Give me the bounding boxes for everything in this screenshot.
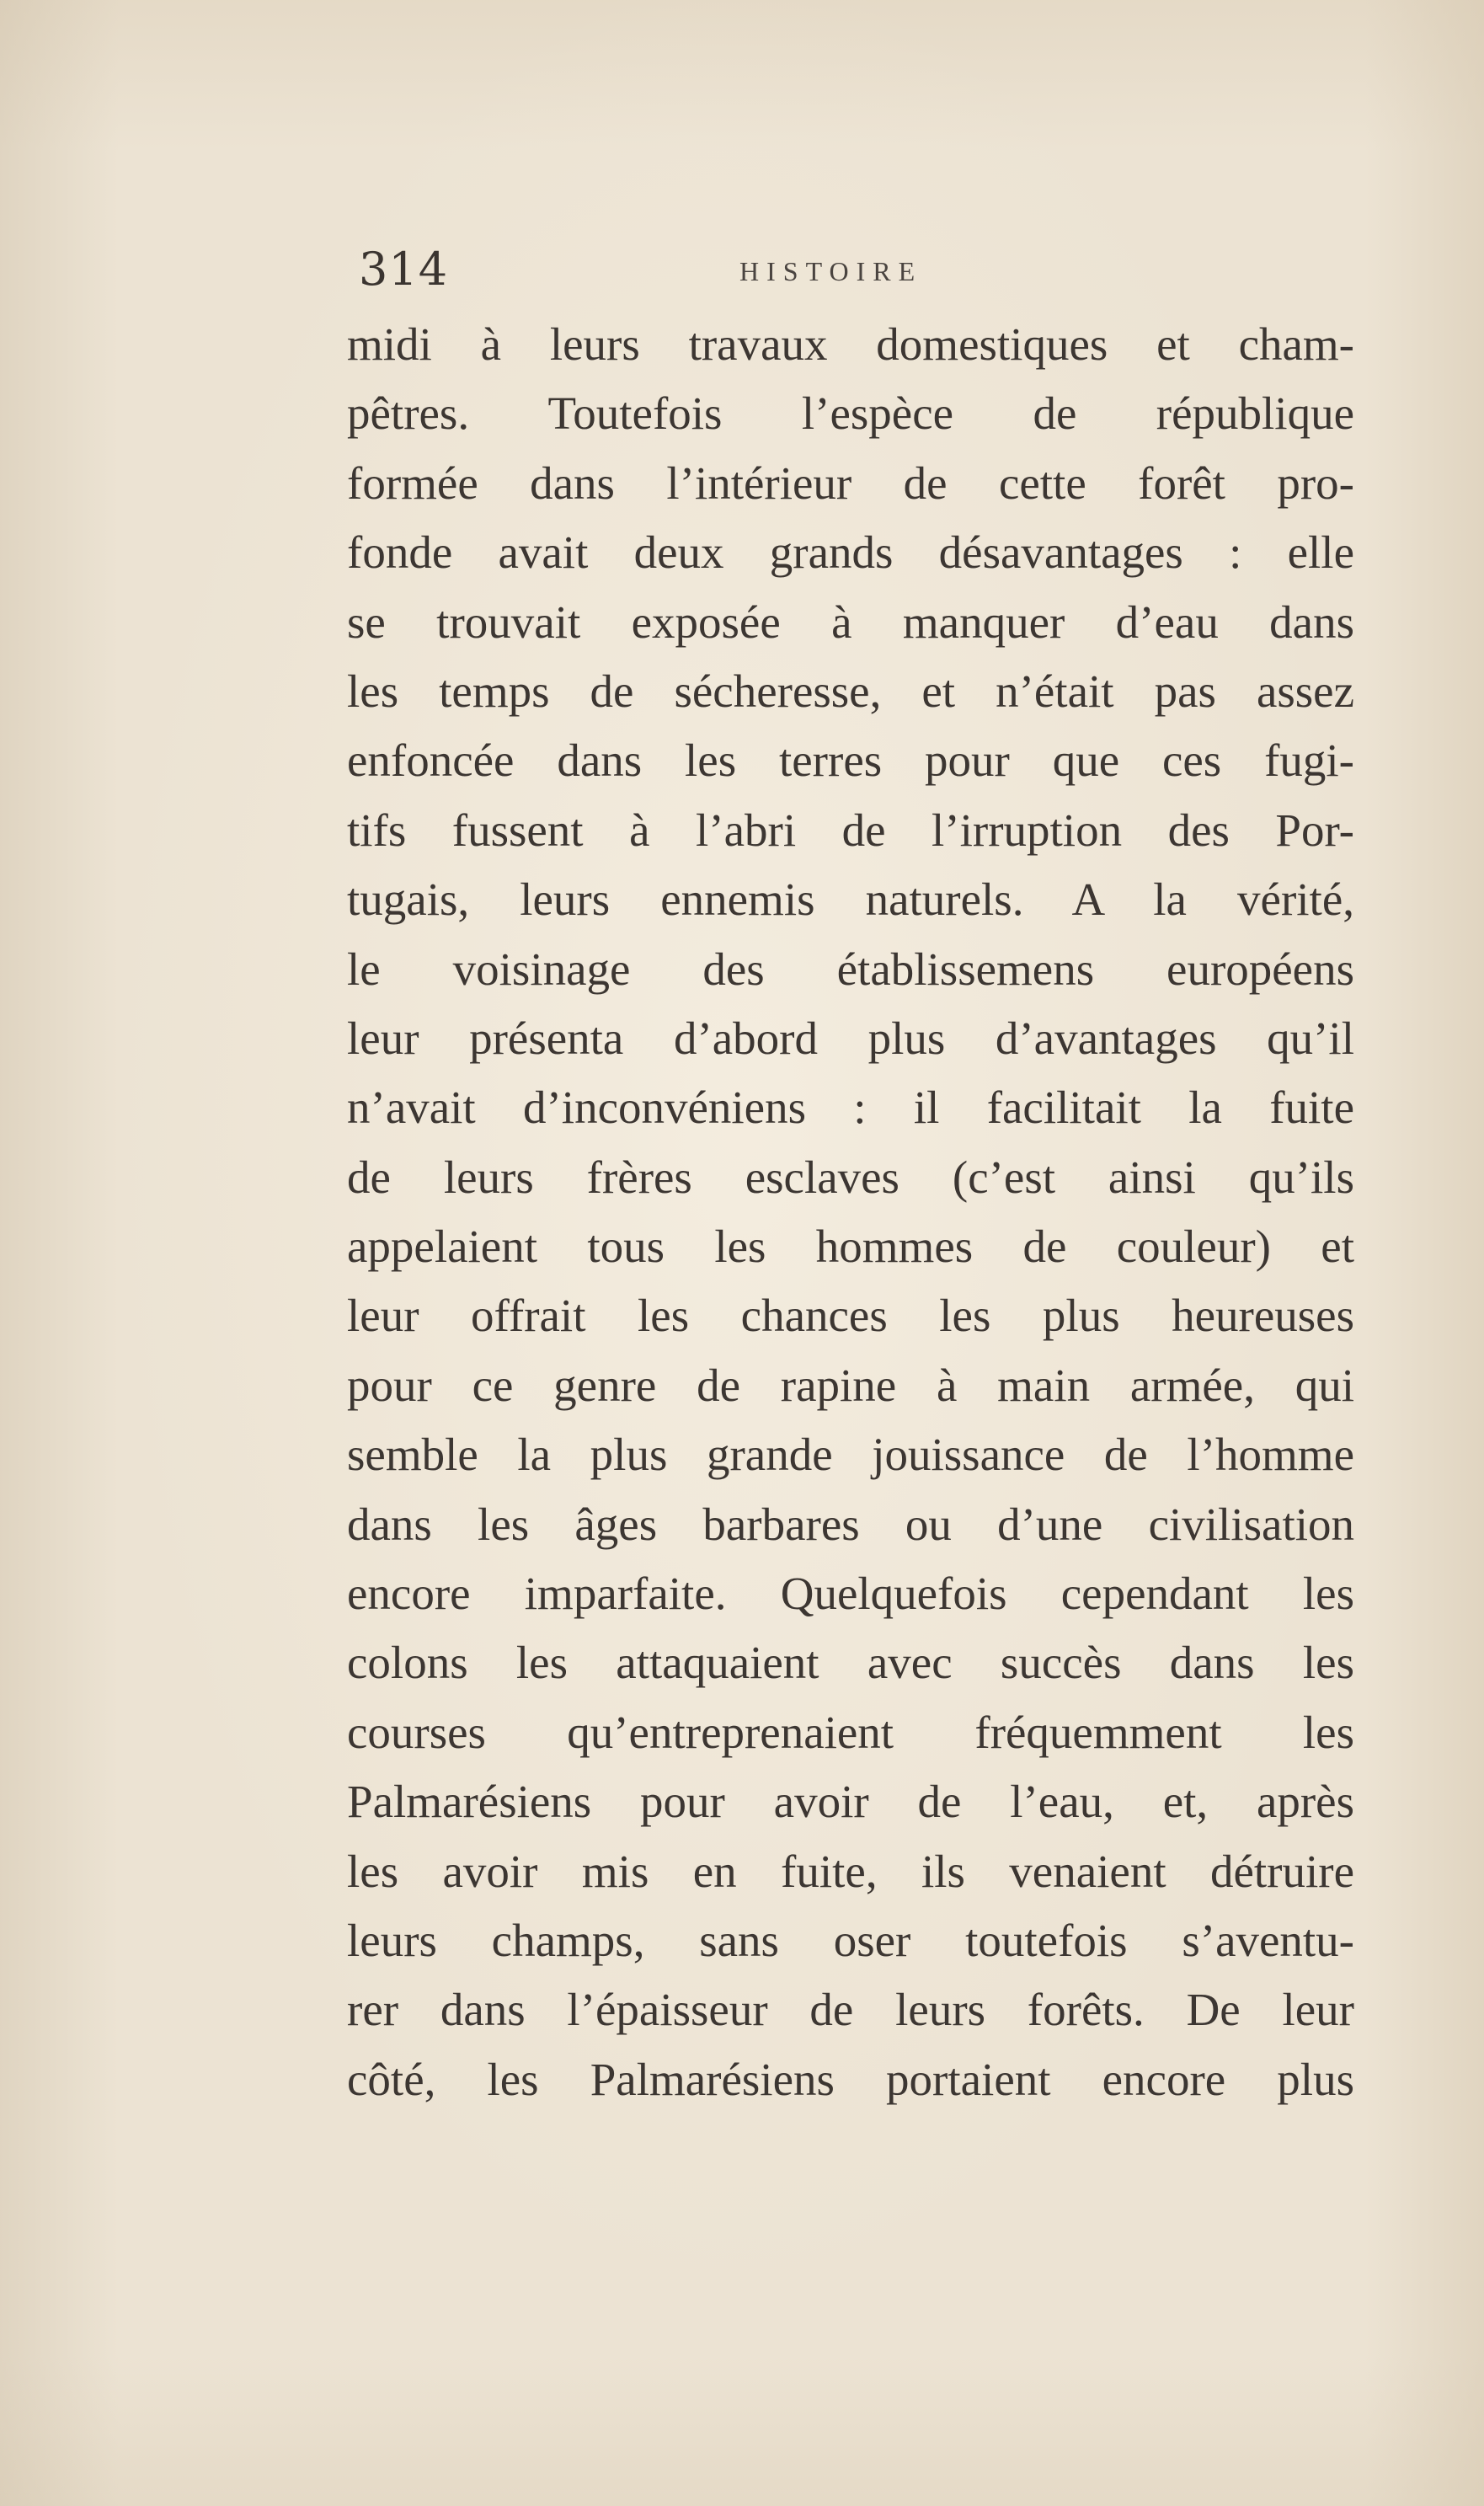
body-text	[347, 310, 1354, 2114]
text-line: se trouvait exposée à manquer d’eau dans	[347, 596, 1354, 648]
text-line: midi à leurs travaux domestiques et cham-	[347, 318, 1354, 370]
text-line: Palmarésiens pour avoir de l’eau, et, après	[347, 1776, 1354, 1828]
text-line: leur offrait les chances les plus heureuses	[347, 1290, 1354, 1342]
text-line: encore imparfaite. Quelquefois cependant les	[347, 1568, 1354, 1620]
text-line: de leurs frères esclaves (c’est ainsi qu’ils	[347, 1151, 1354, 1203]
text-line: leur présenta d’abord plus d’avantages qu’il	[347, 1012, 1354, 1064]
text-line: formée dans l’intérieur de cette forêt pro-	[347, 457, 1354, 509]
text-line: enfoncée dans les terres pour que ces fugi-	[347, 735, 1354, 787]
text-line: dans les âges barbares ou d’une civilisation	[347, 1498, 1354, 1550]
text-line: semble la plus grande jouissance de l’homme	[347, 1429, 1354, 1481]
text-line: pêtres. Toutefois l’espèce de république	[347, 387, 1354, 440]
text-line: tugais, leurs ennemis naturels. A la vérité,	[347, 874, 1354, 926]
text-line: pour ce genre de rapine à main armée, qui	[347, 1359, 1354, 1411]
text-line: les temps de sécheresse, et n’était pas assez	[347, 665, 1354, 717]
text-line: fonde avait deux grands désavantages : elle	[347, 526, 1354, 579]
text-line: n’avait d’inconvéniens : il facilitait la fuite	[347, 1082, 1354, 1134]
text-line: tifs fussent à l’abri de l’irruption des Por-	[347, 804, 1354, 856]
text-line: rer dans l’épaisseur de leurs forêts. De leur	[347, 1984, 1354, 2036]
text-line: côté, les Palmarésiens portaient encore plus	[347, 2053, 1354, 2105]
text-line: leurs champs, sans oser toutefois s’aventu-	[347, 1914, 1354, 1966]
text-line: courses qu’entreprenaient fréquemment les	[347, 1706, 1354, 1758]
text-line: appelaient tous les hommes de couleur) et	[347, 1221, 1354, 1273]
page-number: 314	[359, 243, 449, 296]
page-header	[352, 243, 1354, 297]
text-line: colons les attaquaient avec succès dans les	[347, 1637, 1354, 1689]
text-line: le voisinage des établissemens européens	[347, 943, 1354, 995]
text-line: les avoir mis en fuite, ils venaient détruire	[347, 1845, 1354, 1897]
running-head: HISTOIRE	[739, 256, 923, 286]
